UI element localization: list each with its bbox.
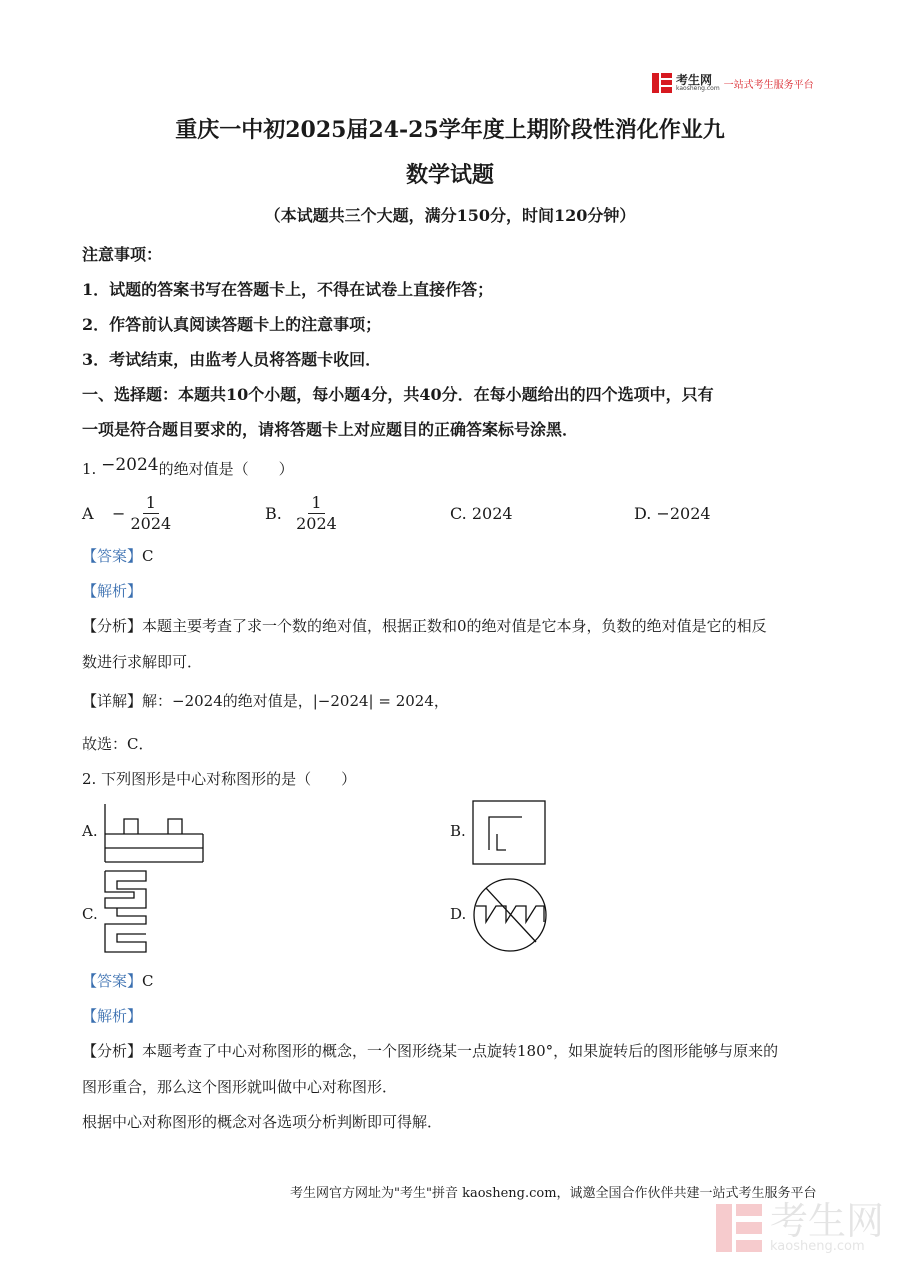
question-2-fenxi-line2: 图形重合，那么这个图形就叫做中心对称图形． xyxy=(82,1078,398,1096)
watermark-domain: kaosheng.com xyxy=(770,1239,865,1254)
exam-subtitle: 数学试题 xyxy=(405,162,494,188)
fenxi-tag: 【分析】 xyxy=(82,617,143,635)
section1-instructions-line1: 一、选择题：本题共10个小题，每小题4分，共40分．在每小题给出的四个选项中，只有 xyxy=(82,385,714,404)
option-a-fraction xyxy=(131,493,172,534)
option-c-figure[interactable] xyxy=(104,870,148,954)
question-2-number: 2. xyxy=(82,770,97,788)
brand-name: 考生网 xyxy=(676,73,713,87)
question-1-answer xyxy=(82,545,154,566)
question-1-conclusion: 故选：C． xyxy=(82,735,154,753)
option-b-numerator: 1 xyxy=(308,493,324,514)
option-a-numerator: 1 xyxy=(143,493,159,514)
question-1-option-b[interactable] xyxy=(265,493,337,534)
q2-fenxi-text-1: 本题考查了中心对称图形的概念，一个图形绕某一点旋转180°，如果旋转后的图形能够与原来的 xyxy=(142,1042,779,1060)
brand-domain: kaosheng.com xyxy=(676,85,720,92)
question-1-expression: −2024 xyxy=(101,455,159,475)
question-1-option-c[interactable]: C. 2024 xyxy=(450,504,513,523)
option-b-figure[interactable] xyxy=(472,800,546,866)
option-b-denominator: 2024 xyxy=(296,514,337,533)
question-1-option-a[interactable] xyxy=(82,493,171,534)
option-a-denominator: 2024 xyxy=(130,514,172,533)
watermark xyxy=(716,1199,885,1254)
brand-slogan: 一站式考生服务平台 xyxy=(723,79,814,91)
question-2-label-c[interactable]: C. xyxy=(82,905,98,923)
option-a-figure[interactable] xyxy=(104,803,204,863)
detail-tag: 【详解】 xyxy=(82,692,143,710)
exam-info: （本试题共三个大题，满分150分，时间120分钟） xyxy=(264,206,636,225)
answer-tag: 【答案】 xyxy=(82,547,143,565)
question-2-analysis-tag: 【解析】 xyxy=(82,1007,143,1025)
brand-logo xyxy=(652,72,814,94)
question-2-answer xyxy=(82,970,154,991)
watermark-icon xyxy=(716,1204,762,1252)
fenxi-text-1: 本题主要考查了求一个数的绝对值，根据正数和0的绝对值是它本身，负数的绝对值是它的相反 xyxy=(142,617,767,635)
option-b-label: B. xyxy=(265,504,282,523)
brand-logo-icon xyxy=(652,73,672,93)
question-2-text: 下列图形是中心对称图形的是（ ） xyxy=(101,770,357,788)
question-1-detail xyxy=(82,690,449,711)
watermark-name: 考生网 xyxy=(770,1199,885,1243)
note-item-1: 1．试题的答案书写在答题卡上，不得在试卷上直接作答； xyxy=(82,280,494,299)
detail-text: 解：−2024的绝对值是，|−2024| = 2024， xyxy=(142,692,449,710)
q2-fenxi-tag: 【分析】 xyxy=(82,1042,143,1060)
option-a-label: A xyxy=(82,504,94,523)
note-item-3: 3．考试结束，由监考人员将答题卡收回． xyxy=(82,350,382,369)
question-2-label-d[interactable]: D. xyxy=(450,905,467,923)
question-1-fenxi-line1 xyxy=(82,615,767,636)
question-1-text: 的绝对值是（ ） xyxy=(158,460,294,478)
question-2-label-a[interactable]: A. xyxy=(82,822,98,840)
question-1-stem xyxy=(82,455,294,479)
question-2-fenxi-line1 xyxy=(82,1040,778,1061)
question-2-stem xyxy=(82,768,356,789)
question-2-label-b[interactable]: B. xyxy=(450,822,466,840)
q2-answer-tag: 【答案】 xyxy=(82,972,143,990)
q2-answer-value: C xyxy=(142,972,154,990)
option-b-fraction xyxy=(296,493,337,534)
question-2-note: 根据中心对称图形的概念对各选项分析判断即可得解． xyxy=(82,1113,443,1131)
section1-instructions-line2: 一项是符合题目要求的，请将答题卡上对应题目的正确答案标号涂黑． xyxy=(82,420,579,439)
question-1-number: 1. xyxy=(82,460,97,478)
note-item-2: 2．作答前认真阅读答题卡上的注意事项； xyxy=(82,315,382,334)
page-footer: 考生网官方网址为"考生"拼音 kaosheng.com，诚邀全国合作伙伴共建一站式考生服务平台 xyxy=(290,1186,817,1201)
question-1-fenxi-line2: 数进行求解即可． xyxy=(82,653,203,671)
question-1-analysis-tag: 【解析】 xyxy=(82,582,143,600)
option-d-figure[interactable] xyxy=(472,876,550,954)
notes-heading: 注意事项： xyxy=(82,245,163,264)
exam-title: 重庆一中初2025届24-25学年度上期阶段性消化作业九 xyxy=(175,117,725,143)
option-a-sign: − xyxy=(112,504,126,523)
answer-value: C xyxy=(142,547,154,565)
question-1-option-d[interactable]: D. −2024 xyxy=(634,504,711,523)
